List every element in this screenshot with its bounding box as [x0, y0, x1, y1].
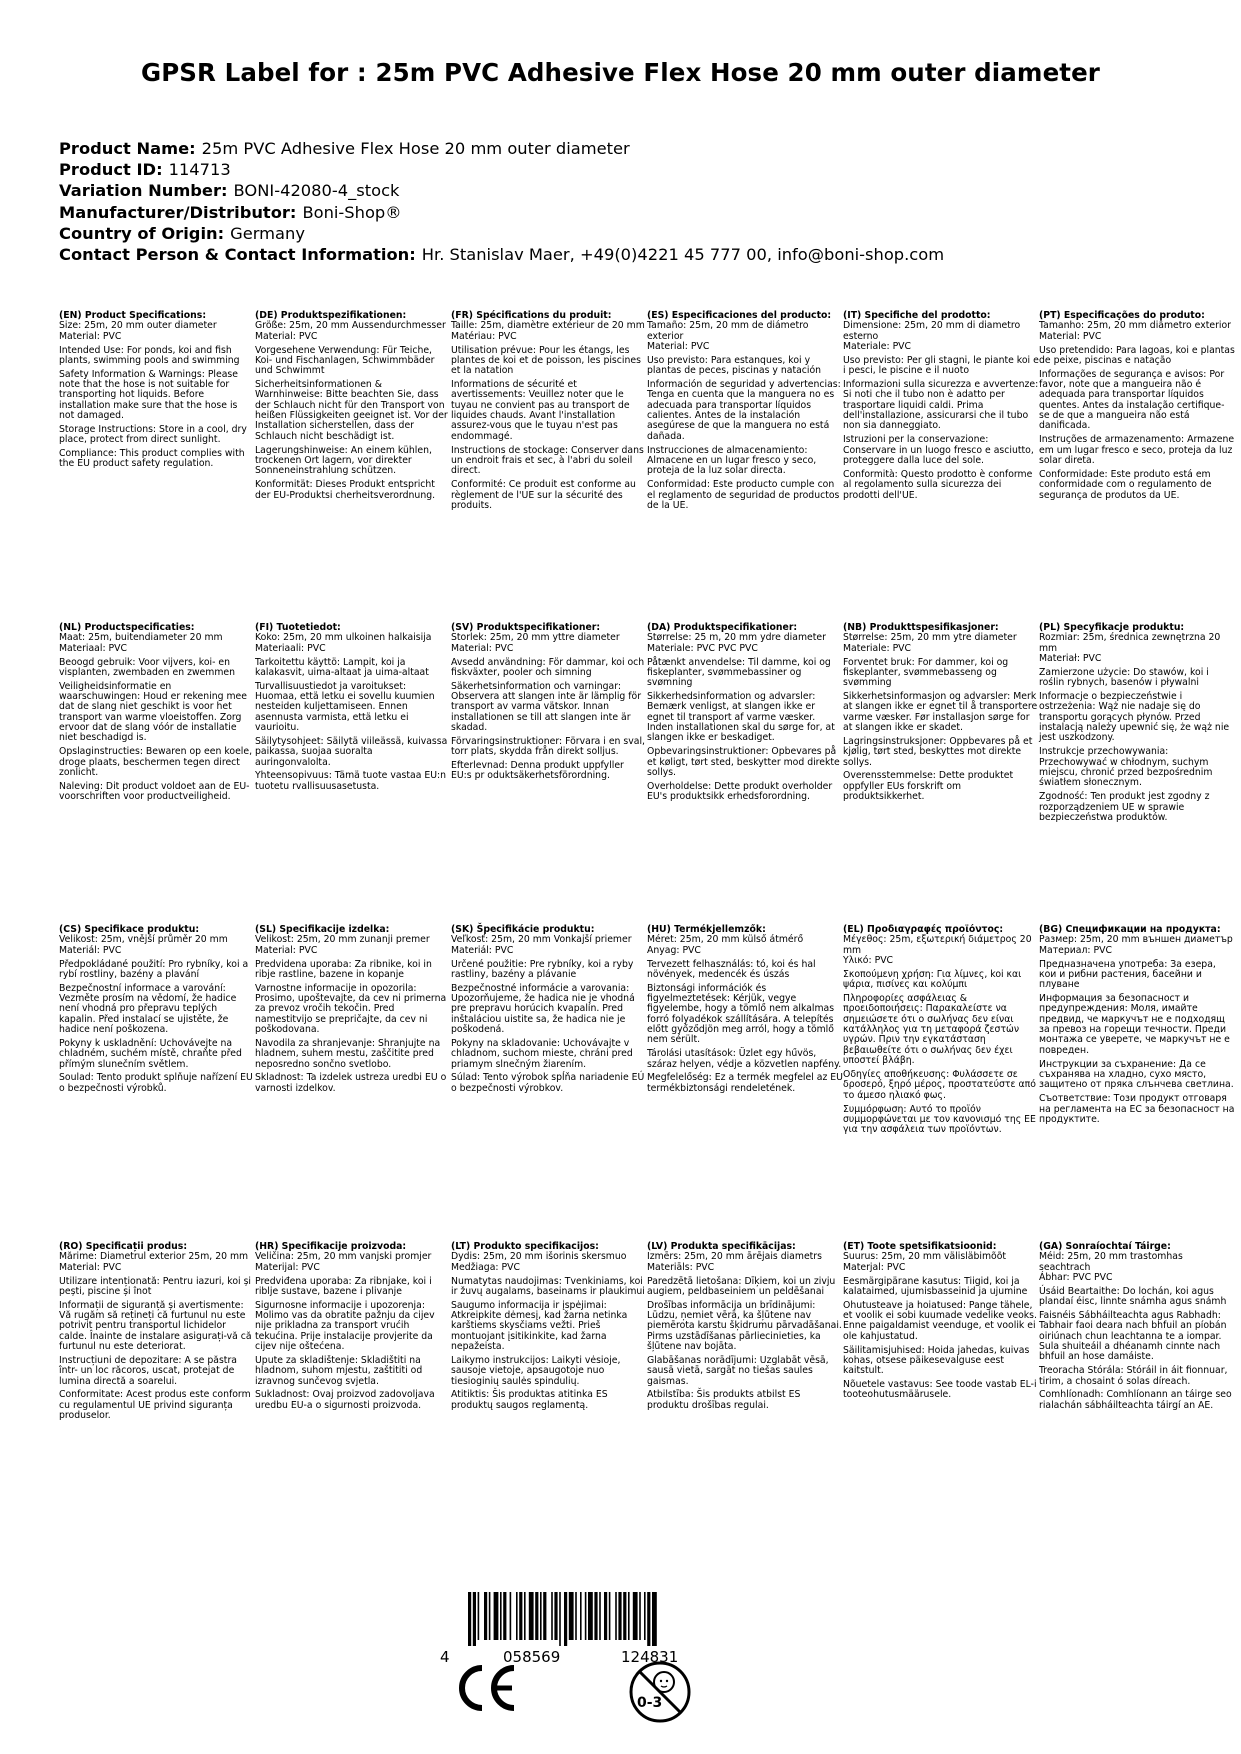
- spec-heading: (SV) Produktspecifikationer:: [451, 622, 601, 633]
- spec-line: Tarkoitettu käyttö: Lampit, koi ja kalakasvit, uima-altaat ja uima-altaat: [255, 656, 429, 678]
- spec-line: Bezpečnostní informace a varování: Vezměte prosím na vědomí, že hadice není vhodná pro přepravu teplých kapalin. Před instalací se ujistěte, že hadice není poškozena.: [59, 982, 237, 1036]
- spec-block: [843, 925, 1039, 1139]
- spec-line: Mărime: Diametrul exterior 25m, 20 mm: [59, 1251, 249, 1263]
- spec-line: Materiāls: PVC: [647, 1261, 715, 1273]
- spec-heading: (LV) Produkta specifikācijas:: [647, 1241, 796, 1252]
- spec-line: Conformidad: Este producto cumple con el reglamento de seguridad de productos de la UE.: [647, 479, 840, 511]
- spec-line: Drošības informācija un brīdinājumi: Lūdzu, ņemiet vērā, ka šļūtene nav piemērota karstu šķidrumu pārvadāšanai. Pirms uzstādīšanas pārliecinieties, ka šļūtene nav bojāta.: [647, 1299, 842, 1353]
- spec-block: [451, 311, 647, 515]
- spec-line: Uso previsto: Per gli stagni, le piante koi e i pesci, le piscine e il nuoto: [843, 354, 1039, 377]
- spec-heading: (DA) Produktspecifikationer:: [647, 622, 798, 633]
- spec-line: Upute za skladištenje: Skladištiti na hladnom, suhom mjestu, zaštititi od izravnog sunčevog svjetla.: [255, 1354, 423, 1387]
- spec-block: [255, 925, 451, 1098]
- spec-line: Matériau: PVC: [451, 330, 517, 342]
- spec-line: Eesmärgipärane kasutus: Tiigid, koi ja kalataimed, ujumisbasseinid ja ujumine: [843, 1275, 1028, 1297]
- spec-block: [451, 1242, 647, 1415]
- spec-line: Información de seguridad y advertencias: Tenga en cuenta que la manguera no es adecuada para transportar líquidos calientes. Antes de la instalación asegúrese de que la manguera no está dañada.: [647, 379, 841, 442]
- spec-block: [59, 311, 255, 473]
- spec-line: Conformitate: Acest produs este conform cu regulamentul UE privind siguranța produselor.: [59, 1389, 251, 1422]
- spec-line: Laikymo instrukcijos: Laikyti vėsioje, sausoje vietoje, apsaugotoje nuo tiesioginių saulės spindulių.: [451, 1354, 621, 1387]
- spec-line: Taille: 25m, diamètre extérieur de 20 mm: [451, 320, 645, 332]
- spec-line: Skladnost: Ta izdelek ustreza uredbi EU o varnosti izdelkov.: [255, 1072, 447, 1094]
- spec-line: Velikost: 25m, 20 mm zunanji premer: [255, 934, 430, 946]
- spec-heading: (EL) Προδιαγραφές προϊόντος:: [843, 924, 1004, 935]
- spec-line: Förvaringsinstruktioner: Förvara i en sval, torr plats, skydda från direkt solljus.: [451, 735, 645, 758]
- spec-line: Uso previsto: Para estanques, koi y plantas de peces, piscinas y natación: [647, 354, 822, 377]
- spec-line: Faisnéis Sábháilteachta agus Rabhadh: Tabhair faoi deara nach bhfuil an píobán oiriúnach chun leachtanna te a iompar. Sula shuiteáil a dhéanamh cinnte nach bhfuil an hose damáiste.: [1039, 1310, 1227, 1363]
- spec-line: Predviđena uporaba: Za ribnjake, koi i riblje sustave, bazene i plivanje: [255, 1275, 432, 1297]
- spec-line: Ohutusteave ja hoiatused: Pange tähele, et voolik ei sobi kuumade vedelike veoks. Enne paigaldamist veenduge, et voolik ei ole kahjustatud.: [843, 1299, 1037, 1342]
- spec-block: [843, 1242, 1039, 1404]
- spec-line: Veličina: 25m, 20 mm vanjski promjer: [255, 1251, 432, 1263]
- spec-line: Materiale: PVC: [843, 341, 912, 353]
- svg-text:0-3: 0-3: [637, 1695, 663, 1711]
- barcode-digits-right: 124831: [621, 1648, 679, 1666]
- spec-line: Utilisation prévue: Pour les étangs, les plantes de koi et de poisson, les piscines et la natation: [451, 344, 641, 377]
- spec-line: Overensstemmelse: Dette produktet oppfyller EUs forskrift om produktsikkerhet.: [843, 770, 1014, 803]
- spec-line: Υλικό: PVC: [843, 955, 894, 967]
- spec-line: Comhlíonadh: Comhlíonann an táirge seo rialachán sábháilteachta táirgí an AE.: [1039, 1389, 1232, 1411]
- spec-line: Säilytysohjeet: Säilytä viileässä, kuivassa paikassa, suojaa suoralta auringonvalolta.: [255, 735, 448, 768]
- spec-line: Glabāšanas norādījumi: Uzglabāt vēsā, sausā vietā, sargāt no tiešas saules gaismas.: [647, 1354, 829, 1387]
- spec-line: Größe: 25m, 20 mm Aussendurchmesser: [255, 320, 446, 332]
- spec-line: Πληροφορίες ασφάλειας & προειδοποιήσεις: Παρακαλείστε να σημειώσετε ότι ο σωλήνας δεν είναι κατάλληλος για τη μεταφορά ζεστών υγρών. Πριν την εγκατάσταση βεβαιωθείτε ότι ο σωλήνας δεν έχει υποστεί βλάβη.: [843, 993, 1020, 1067]
- spec-line: Tamanho: 25m, 20 mm diâmetro exterior: [1039, 320, 1232, 332]
- info-manufacturer: Manufacturer/Distributor: Boni-Shop®: [59, 202, 402, 222]
- spec-heading: (PL) Specyfikacje produktu:: [1039, 622, 1185, 633]
- spec-line: Pokyny k uskladnění: Uchovávejte na chladném, suchém místě, chraňte před přímým slunečním světlem.: [59, 1037, 242, 1070]
- barcode-digit-prefix: 4: [440, 1648, 450, 1666]
- spec-line: Materijal: PVC: [255, 1261, 320, 1273]
- spec-block: [59, 925, 255, 1098]
- spec-line: Sikkerhedsinformation og advarsler: Bemærk venligst, at slangen ikke er egnet til transport af varme væsker. Inden installationen skal du sørge for, at slangen ikke er beskadiget.: [647, 691, 835, 744]
- spec-block: [647, 623, 843, 806]
- spec-block: [255, 623, 451, 796]
- spec-line: Материал: PVC: [1039, 944, 1112, 956]
- spec-line: Информация за безопасност и предупреждения: Моля, имайте предвид, че маркучът не е подходящ за превоз на горещи течности. Преди монтажа се уверете, че маркучът не е повреден.: [1039, 993, 1230, 1056]
- product-info: [59, 138, 944, 265]
- spec-line: Material: PVC: [59, 1261, 122, 1273]
- spec-line: Påtænkt anvendelse: Til damme, koi og fiskeplanter, svømmebassiner og svømning: [647, 656, 831, 689]
- spec-block: [59, 623, 255, 806]
- spec-line: Veiligheidsinformatie en waarschuwingen: Houd er rekening mee dat de slang niet geschikt is voor het transport van warme vloeistoffen. Zorg ervoor dat de slang vóór de installatie niet beschadigd is.: [59, 680, 247, 744]
- spec-line: Turvallisuustiedot ja varoitukset: Huomaa, että letku ei sovellu kuumien nesteiden kuljettamiseen. Ennen asennusta varmista, että letku ei vaurioitu.: [255, 680, 435, 734]
- spec-block: [451, 925, 647, 1098]
- spec-line: Material: PVC: [255, 944, 318, 956]
- spec-heading: (IT) Specifiche del prodotto:: [843, 310, 991, 321]
- spec-line: Atitiktis: Šis produktas atitinka ES produktų saugos reglamentą.: [451, 1389, 608, 1411]
- spec-line: Efterlevnad: Denna produkt uppfyller EU:s pr oduktsäkerhetsförordning.: [451, 760, 624, 782]
- spec-heading: (SL) Specifikacije izdelka:: [255, 924, 390, 935]
- spec-line: Méret: 25m, 20 mm külső átmérő: [647, 934, 804, 946]
- spec-block: [255, 311, 451, 504]
- spec-line: Lagringsinstruksjoner: Oppbevares på et kjølig, tørt sted, beskyttes mot direkte sollys.: [843, 735, 1033, 768]
- spec-line: Medžiaga: PVC: [451, 1261, 520, 1273]
- spec-heading: (ET) Toote spetsifikatsioonid:: [843, 1241, 997, 1252]
- spec-line: Sicherheitsinformationen & Warnhinweise: Bitte beachten Sie, dass der Schlauch nicht für den Transport von heißen Flüssigkeiten geeignet ist. Vor der Installation sicherstellen, dass der Schlauch nicht beschädigt ist.: [255, 379, 448, 442]
- spec-block: [255, 1242, 451, 1415]
- spec-line: Conformité: Ce produit est conforme au règlement de l'UE sur la sécurité des produits.: [451, 479, 636, 511]
- spec-line: Размер: 25m, 20 mm външен диаметър: [1039, 934, 1233, 946]
- info-country-of-origin: Country of Origin: Germany: [59, 223, 305, 243]
- spec-block: [843, 623, 1039, 806]
- spec-line: Materjal: PVC: [843, 1261, 906, 1273]
- spec-line: Materiale: PVC: [843, 642, 912, 654]
- spec-line: Instrucciones de almacenamiento: Almacene en un lugar fresco y seco, proteja de la luz solar directa.: [647, 444, 817, 477]
- spec-line: Avsedd användning: För dammar, koi och fiskväxter, pooler och simning: [451, 656, 645, 678]
- spec-line: Atbilstība: Šis produkts atbilst ES produktu drošības regulai.: [647, 1389, 801, 1411]
- spec-block: [1039, 623, 1235, 827]
- spec-line: Zgodność: Ten produkt jest zgodny z rozporządzeniem UE w sprawie bezpieczeństwa produktów.: [1039, 791, 1210, 823]
- spec-line: Veľkosť: 25m, 20 mm Vonkajší priemer: [451, 934, 632, 946]
- spec-heading: (CS) Specifikace produktu:: [59, 924, 200, 935]
- spec-block: [1039, 311, 1235, 504]
- spec-line: Vorgesehene Verwendung: Für Teiche, Koi- und Fischanlagen, Schwimmbäder und Schwimmt: [255, 344, 435, 377]
- spec-line: Opbevaringsinstruktioner: Opbevares på et køligt, tørt sted, beskytter mod direkte sollys.: [647, 746, 840, 778]
- barcode-digits-left: 058569: [503, 1648, 561, 1666]
- spec-line: Storlek: 25m, 20 mm yttre diameter: [451, 632, 620, 644]
- spec-line: Paredzētā lietošana: Dīķiem, koi un zivju augiem, peldbaseiniem un peldēšanai: [647, 1275, 836, 1297]
- spec-line: Conformità: Questo prodotto è conforme al regolamento sulla sicurezza dei prodotti dell'UE.: [843, 468, 1033, 501]
- spec-line: Conformidade: Este produto está em conformidade com o regulamento de segurança de produtos da UE.: [1039, 468, 1212, 501]
- spec-line: Material: PVC: [1039, 330, 1102, 342]
- spec-block: [1039, 925, 1235, 1129]
- spec-block: [843, 311, 1039, 504]
- spec-line: Sikkerhetsinformasjon og advarsler: Merk at slangen ikke er egnet til å transportere varme væsker. Før installasjon sørge for at slangen ikke er skadet.: [843, 691, 1038, 734]
- spec-heading: (SK) Špecifikácie produktu:: [451, 924, 595, 935]
- page-title: GPSR Label for : 25m PVC Adhesive Flex Hose 20 mm outer diameter: [141, 58, 1100, 87]
- spec-line: Istruzioni per la conservazione: Conservare in un luogo fresco e asciutto, proteggere dalla luce del sole.: [843, 434, 1034, 466]
- spec-heading: (HU) Termékjellemzők:: [647, 924, 766, 935]
- spec-line: Treoracha Stórála: Stóráil in áit fionnuar, tirim, a chosaint ó solas díreach.: [1039, 1365, 1228, 1387]
- spec-line: Materiál: PVC: [451, 944, 514, 956]
- spec-line: Biztonsági információk és figyelmeztetések: Kérjük, vegye figyelembe, hogy a tömlő nem alkalmas forró folyadékok szállítására. A telepítés előtt győződjön meg arról, hogy a tömlő nem sérült.: [647, 982, 835, 1046]
- spec-line: Säilitamisjuhised: Hoida jahedas, kuivas kohas, otsese päikesevalguse eest kaitstult.: [843, 1344, 1030, 1377]
- spec-line: Predvidena uporaba: Za ribnike, koi in ribje rastline, bazene in kopanje: [255, 958, 432, 980]
- spec-line: Informații de siguranță și avertismente: Vă rugăm să rețineți că furtunul nu este potrivit pentru transportul lichidelor calde. Înainte de instalare asigurați-vă că furtunul nu este deteriorat.: [59, 1299, 252, 1353]
- spec-line: Lagerungshinweise: An einem kühlen, trockenen Ort lagern, vor direkter Sonneneinstrahlung schützen.: [255, 444, 432, 477]
- spec-heading: (DE) Produktspezifikationen:: [255, 310, 407, 321]
- spec-block: [451, 623, 647, 785]
- spec-line: Compliance: This product complies with the EU product safety regulation.: [59, 448, 245, 470]
- spec-line: Safety Information & Warnings: Please note that the hose is not suitable for transporting hot liquids. Before installation make sure that the hose is not damaged.: [59, 368, 238, 422]
- spec-line: Størrelse: 25m, 20 mm ytre diameter: [843, 632, 1017, 644]
- spec-line: Οδηγίες αποθήκευσης: Φυλάσσετε σε δροσερό, ξηρό μέρος, προστατεύστε από το άμεσο ηλιακό φως.: [843, 1068, 1036, 1101]
- spec-line: Megfelelőség: Ez a termék megfelel az EU termékbiztonsági rendeletének.: [647, 1072, 843, 1094]
- spec-heading: (NL) Productspecificaties:: [59, 622, 195, 633]
- info-variation-number: Variation Number: BONI-42080-4_stock: [59, 181, 400, 201]
- spec-line: Materiál: PVC: [59, 944, 122, 956]
- info-product-name: Product Name: 25m PVC Adhesive Flex Hose 20 mm outer diameter: [59, 139, 630, 158]
- spec-line: Instructions de stockage: Conserver dans un endroit frais et sec, à l'abri du soleil direct.: [451, 444, 644, 477]
- spec-line: Izmērs: 25m, 20 mm ārējais diametrs: [647, 1251, 822, 1263]
- spec-line: Sukladnost: Ovaj proizvod zadovoljava uredbu EU-a o sigurnosti proizvoda.: [255, 1389, 435, 1411]
- spec-line: Rozmiar: 25m, średnica zewnętrzna 20 mm: [1039, 632, 1221, 654]
- spec-line: Navodila za shranjevanje: Shranjujte na hladnem, suhem mestu, zaščitite pred neposredno sončno svetlobo.: [255, 1037, 441, 1070]
- spec-line: Size: 25m, 20 mm outer diameter: [59, 320, 217, 332]
- spec-line: Instrucțiuni de depozitare: A se păstra într- un loc răcoros, uscat, protejat de lumina directă a soarelui.: [59, 1354, 237, 1387]
- spec-line: Съответствие: Този продукт отговаря на регламента на ЕС за безопасност на продуктите.: [1039, 1093, 1235, 1125]
- spec-line: Koko: 25m, 20 mm ulkoinen halkaisija: [255, 632, 432, 644]
- spec-heading: (HR) Specifikacije proizvoda:: [255, 1241, 407, 1252]
- spec-line: Инструкции за съхранение: Да се съхранява на хладно, сухо място, защитено от пряка слънчева светлина.: [1039, 1058, 1234, 1091]
- spec-line: Předpokládané použití: Pro rybníky, koi a rybí rostliny, bazény a plavání: [59, 958, 249, 980]
- spec-line: Dimensione: 25m, 20 mm di diametro esterno: [843, 320, 1021, 342]
- spec-line: Intended Use: For ponds, koi and fish plants, swimming pools and swimming: [59, 344, 240, 366]
- spec-heading: (EN) Product Specifications:: [59, 310, 207, 321]
- spec-line: Størrelse: 25 m, 20 mm ydre diameter: [647, 632, 826, 644]
- spec-line: Material: PVC: [59, 330, 122, 342]
- spec-line: Materiał: PVC: [1039, 653, 1102, 665]
- spec-heading: (FR) Spécifications du produit:: [451, 310, 612, 321]
- spec-line: Dydis: 25m, 20 mm išorinis skersmuo: [451, 1251, 627, 1263]
- spec-heading: (ES) Especificaciones del producto:: [647, 310, 832, 321]
- spec-line: Suurus: 25m, 20 mm välisläbimõõt: [843, 1251, 1007, 1263]
- spec-line: Anyag: PVC: [647, 944, 701, 956]
- spec-line: Naleving: Dit product voldoet aan de EU-voorschriften voor productveiligheid.: [59, 780, 250, 803]
- spec-line: Instruções de armazenamento: Armazene em um lugar fresco e seco, proteja da luz solar direta.: [1039, 434, 1235, 466]
- spec-line: Materiaal: PVC: [59, 642, 128, 654]
- spec-line: Varnostne informacije in opozorila: Prosimo, upoštevajte, da cev ni primerna za prevoz vročih tekočin. Pred namestitvijo se prepričajte, da cev ni poškodovana.: [255, 982, 447, 1036]
- spec-line: Storage Instructions: Store in a cool, dry place, protect from direct sunlight.: [59, 423, 247, 446]
- spec-heading: (RO) Specificații produs:: [59, 1241, 188, 1252]
- ce-mark-icon: [456, 1664, 518, 1712]
- spec-line: Informacje o bezpieczeństwie i ostrzeżenia: Wąż nie nadaje się do transportu gorących płynów. Przed instalacją należy upewnić się, że wąż nie jest uszkodzony.: [1039, 691, 1230, 744]
- spec-line: Tárolási utasítások: Üzlet egy hűvös, száraz helyen, védje a közvetlen napfény.: [647, 1048, 842, 1070]
- spec-line: Säkerhetsinformation och varningar: Observera att slangen inte är lämplig för transport av varma vätskor. Innan installationen se till att slangen inte är skadad.: [451, 680, 642, 734]
- spec-line: Utilizare intenționată: Pentru iazuri, koi și pești, piscine și înot: [59, 1275, 252, 1297]
- spec-line: Úsáid Beartaithe: Do lochán, koi agus plandaí éisc, linnte snámha agus snámh: [1039, 1285, 1227, 1308]
- spec-line: Maat: 25m, buitendiameter 20 mm: [59, 632, 223, 644]
- spec-line: Materiale: PVC PVC PVC: [647, 642, 758, 654]
- spec-line: Opslaginstructies: Bewaren op een koele, droge plaats, beschermen tegen direct zonlicht.: [59, 746, 253, 778]
- spec-line: Σκοπούμενη χρήση: Για λίμνες, koi και ψάρια, πισίνες και κολύμπι: [843, 968, 1022, 991]
- spec-line: Overholdelse: Dette produkt overholder EU's produktsikk erhedsforordning.: [647, 780, 833, 803]
- info-product-id: Product ID: 114713: [59, 160, 231, 180]
- barcode: [440, 1592, 710, 1646]
- spec-heading: (NB) Produkttspesifikasjoner:: [843, 622, 999, 633]
- spec-line: Beoogd gebruik: Voor vijvers, koi- en visplanten, zwembaden en zwemmen: [59, 656, 235, 678]
- spec-line: Συμμόρφωση: Αυτό το προϊόν συμμορφώνεται με τον κανονισμό της ΕΕ για την ασφάλεια των προϊόντων.: [843, 1103, 1036, 1136]
- spec-block: [647, 311, 843, 515]
- spec-line: Soulad: Tento produkt splňuje nařízení EU o bezpečnosti výrobků.: [59, 1072, 253, 1094]
- spec-line: Numatytas naudojimas: Tvenkiniams, koi ir žuvų augalams, baseinams ir plaukimui: [451, 1275, 645, 1297]
- spec-line: Súlad: Tento výrobok spĺňa nariadenie EÚ o bezpečnosti výrobkov.: [451, 1072, 645, 1094]
- spec-line: Instrukcje przechowywania: Przechowywać w chłodnym, suchym miejscu, chronić przed bezpośrednim światłem słonecznym.: [1039, 746, 1213, 789]
- spec-line: Méid: 25m, 20 mm trastomhas seachtrach: [1039, 1251, 1183, 1273]
- spec-line: Určené použitie: Pre rybníky, koi a ryby rastliny, bazény a plávanie: [451, 958, 634, 980]
- spec-line: Forventet bruk: For dammer, koi og fiskeplanter, svømmebasseng og svømming: [843, 656, 1009, 689]
- spec-line: Material: PVC: [255, 330, 318, 342]
- spec-line: Velikost: 25m, vnější průměr 20 mm: [59, 934, 228, 946]
- spec-line: Saugumo informacija ir įspėjimai: Atkreipkite dėmesį, kad žarna netinka karštiems skysčiams vežti. Prieš montuojant įsitikinkite, kad žarna nepažeista.: [451, 1299, 628, 1353]
- spec-line: Zamierzone użycie: Do stawów, koi i roślin rybnych, basenów i pływalni: [1039, 666, 1209, 689]
- spec-line: Tervezett felhasználás: tó, koi és hal növények, medencék és úszás: [647, 958, 816, 980]
- spec-block: [647, 1242, 843, 1415]
- info-contact: Contact Person & Contact Information: Hr. Stanislav Maer, +49(0)4221 45 777 00, info@boni-shop.com: [59, 245, 945, 265]
- spec-line: Bezpečnostné informácie a varovania: Upozorňujeme, že hadica nie je vhodná pre prepravu horúcich kvapalín. Pred inštaláciou uistite sa, že hadica nie je poškodená.: [451, 982, 635, 1036]
- spec-line: Material: PVC: [647, 341, 710, 353]
- spec-block: [59, 1242, 255, 1425]
- spec-heading: (LT) Produkto specifikacijos:: [451, 1241, 599, 1252]
- spec-heading: (FI) Tuotetiedot:: [255, 622, 341, 633]
- spec-line: Μέγεθος: 25m, εξωτερική διάμετρος 20 mm: [843, 934, 1032, 956]
- spec-line: Informations de sécurité et avertissements: Veuillez noter que le tuyau ne convient pas au transport de liquides chauds. Avant l'installation assurez-vous que le tuyau n'est pas endommagé.: [451, 379, 630, 442]
- spec-block: [1039, 1242, 1235, 1415]
- spec-heading: (PT) Especificações do produto:: [1039, 310, 1205, 321]
- spec-heading: (GA) Sonraíochtaí Táirge:: [1039, 1241, 1171, 1252]
- spec-line: Material: PVC: [451, 642, 514, 654]
- spec-line: Предназначена употреба: За езера, кои и рибни растения, басейни и плуване: [1039, 958, 1216, 991]
- spec-line: Informazioni sulla sicurezza e avvertenze: Si noti che il tubo non è adatto per trasportare liquidi caldi. Prima dell'installazione, assicurarsi che il tubo non sia danneggiato.: [843, 379, 1039, 432]
- spec-line: Konformität: Dieses Produkt entspricht der EU-Produktsi cherheitsverordnung.: [255, 479, 436, 501]
- not-for-children-0-3-icon: [628, 1660, 692, 1724]
- spec-block: [647, 925, 843, 1098]
- spec-line: Informações de segurança e avisos: Por favor, note que a mangueira não é adequada para transportar líquidos quentes. Antes da instalação certifique-se de que a mangueira não está danificada.: [1039, 368, 1225, 432]
- spec-line: Yhteensopivuus: Tämä tuote vastaa EU:n tuotetu rvallisuusasetusta.: [255, 770, 447, 792]
- spec-line: Tamaño: 25m, 20 mm de diámetro exterior: [647, 320, 809, 342]
- spec-line: Nõuetele vastavus: See toode vastab EL-i tooteohutusmäärusele.: [843, 1379, 1037, 1401]
- spec-heading: (BG) Спецификации на продукта:: [1039, 924, 1221, 935]
- spec-line: Materiaali: PVC: [255, 642, 326, 654]
- spec-line: Ábhar: PVC PVC: [1039, 1272, 1113, 1284]
- spec-line: Sigurnosne informacije i upozorenja: Molimo vas da obratite pažnju da cijev nije prikladna za transport vrućih tekućina. Prije instalacije provjerite da cijev nije oštećena.: [255, 1299, 435, 1353]
- spec-line: Pokyny na skladovanie: Uchovávajte v chladnom, suchom mieste, chráni pred priamym slnečným žiarením.: [451, 1037, 633, 1070]
- spec-line: Uso pretendido: Para lagoas, koi e plantas de peixe, piscinas e natação: [1039, 344, 1235, 366]
